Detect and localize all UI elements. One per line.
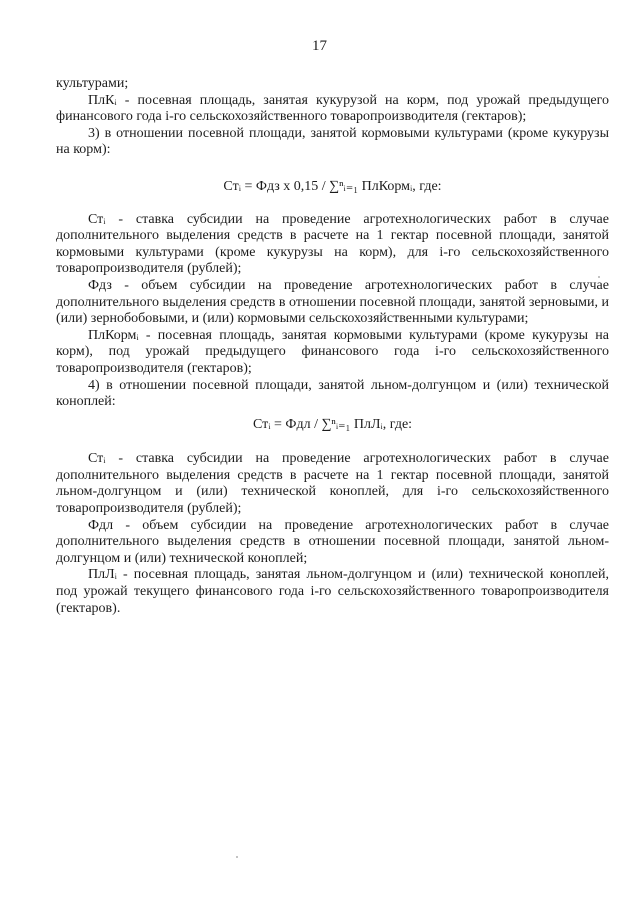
definition-plkorm: ПлКормᵢ - посевная площадь, занятая кормовыми культурами (кроме кукурузы на корм), под урожай предыдущего финансового года i-го сельскохозяйственного товаропроизводителя (гектаров); [56,327,609,376]
clause-3-heading: 3) в отношении посевной площади, занятой кормовыми культурами (кроме кукурузы на корм): [56,125,609,158]
formula-flax-rate: Стᵢ = Фдл / ∑ⁿᵢ₌₁ ПлЛᵢ, где: [252,416,413,432]
definition-pll: ПлЛᵢ - посевная площадь, занятая льном-долгунцом и (или) технической коноплей, под урожай текущего финансового года i-го сельскохозяйственного товаропроизводителя (гектаров). [56,567,609,616]
clause-4-heading: 4) в отношении посевной площади, занятой льном-долгунцом и (или) технической коноплей: [56,377,609,410]
scan-speck [598,276,600,278]
definition-fdz: Фдз - объем субсидии на проведение агротехнологических работ в случае дополнительного выделения средств в отношении посевной площади, занятой зерновыми, и (или) зернобобовыми, и (или) кормовыми сельскохозяйственными культурами; [56,277,609,327]
scan-speck [236,856,238,858]
definition-st-flax: Стᵢ - ставка субсидии на проведение агротехнологических работ в случае дополнительного выделения средств в расчете на 1 гектар посевной площади, занятой льном-долгунцом и (или) технической коноплей, для i-го сельскохозяйственного товаропроизводителя (рублей); [56,451,609,517]
definition-plk: ПлКᵢ - посевная площадь, занятая кукурузой на корм, под урожай предыдущего финансового года i-го сельскохозяйственного товаропроизводителя (гектаров); [56,92,609,125]
paragraph-continuation: культурами; [56,76,129,91]
page-number: 17 [312,38,327,54]
definition-fdl: Фдл - объем субсидии на проведение агротехнологических работ в случае дополнительного выделения средств в отношении посевной площади, занятой льном-долгунцом и (или) технической коноплей; [56,517,609,566]
formula-fodder-rate: Стᵢ = Фдз x 0,15 / ∑ⁿᵢ₌₁ ПлКормᵢ, где: [223,178,442,194]
definition-st-fodder: Стᵢ - ставка субсидии на проведение агротехнологических работ в случае дополнительного выделения средств в расчете на 1 гектар посевной площади, занятой кормовыми культурами (кроме кукурузы на корм), для i-го сельскохозяйственного товаропроизводителя (рублей); [56,211,609,277]
document-body [56,76,609,617]
